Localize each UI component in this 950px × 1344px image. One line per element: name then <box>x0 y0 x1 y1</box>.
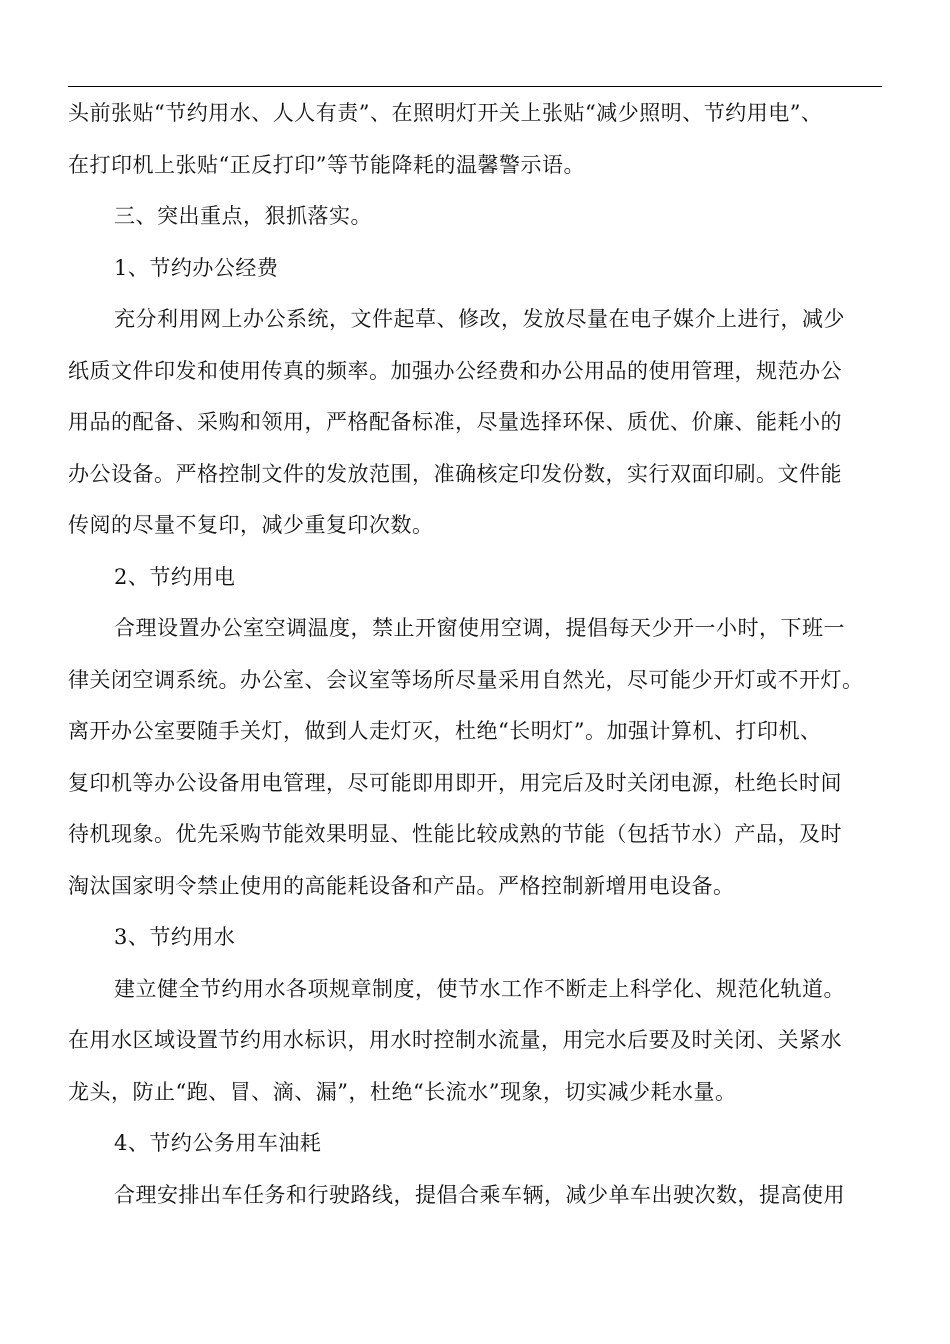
subsection-heading: 4、节约公务用车油耗 <box>114 1131 322 1155</box>
text-line: 纸质文件印发和使用传真的频率。加强办公经费和办公用品的使用管理，规范办公 <box>68 358 842 383</box>
section-heading: 三、突出重点，狠抓落实。 <box>114 204 372 228</box>
text-line: 离开办公室要随手关灯，做到人走灯灭，杜绝“长明灯”。加强计算机、打印机、 <box>68 719 822 743</box>
text-line: 用品的配备、采购和领用，严格配备标准，尽量选择环保、质优、价廉、能耗小的 <box>68 410 842 434</box>
text-line: 律关闭空调系统。办公室、会议室等场所尽量采用自然光，尽可能少开灯或不开灯。 <box>68 667 864 692</box>
text-line: 传阅的尽量不复印，减少重复印次数。 <box>68 513 434 537</box>
text-line: 办公设备。严格控制文件的发放范围，准确核定印发份数，实行双面印刷。文件能 <box>68 461 842 486</box>
subsection-heading: 3、节约用水 <box>114 925 236 949</box>
paragraph-first-line: 建立健全节约用水各项规章制度，使节水工作不断走上科学化、规范化轨道。 <box>114 976 845 1001</box>
text-line: 淘汰国家明令禁止使用的高能耗设备和产品。严格控制新增用电设备。 <box>68 873 735 898</box>
text-line: 头前张贴“节约用水、人人有责”、在照明灯开关上张贴“减少照明、节约用电”、 <box>68 101 823 125</box>
paragraph-first-line: 合理设置办公室空调温度，禁止开窗使用空调，提倡每天少开一小时，下班一 <box>114 616 845 640</box>
text-line: 在用水区域设置节约用水标识，用水时控制水流量，用完水后要及时关闭、关紧水 <box>68 1028 842 1052</box>
subsection-heading: 2、节约用电 <box>114 564 236 589</box>
header-rule <box>68 86 882 87</box>
document-body <box>68 88 882 1221</box>
text-line: 在打印机上张贴“正反打印”等节能降耗的温馨警示语。 <box>68 152 585 177</box>
subsection-heading: 1、节约办公经费 <box>114 255 279 280</box>
text-line: 复印机等办公设备用电管理，尽可能即用即开，用完后及时关闭电源，杜绝长时间 <box>68 770 842 795</box>
paragraph-first-line: 合理安排出车任务和行驶路线，提倡合乘车辆，减少单车出驶次数，提高使用 <box>114 1182 845 1207</box>
paragraph-first-line: 充分利用网上办公系统，文件起草、修改，发放尽量在电子媒介上进行，减少 <box>114 307 845 331</box>
text-line: 龙头，防止“跑、冒、滴、漏”，杜绝“长流水”现象，切实减少耗水量。 <box>68 1079 737 1104</box>
text-line: 待机现象。优先采购节能效果明显、性能比较成熟的节能（包括节水）产品，及时 <box>68 822 842 846</box>
